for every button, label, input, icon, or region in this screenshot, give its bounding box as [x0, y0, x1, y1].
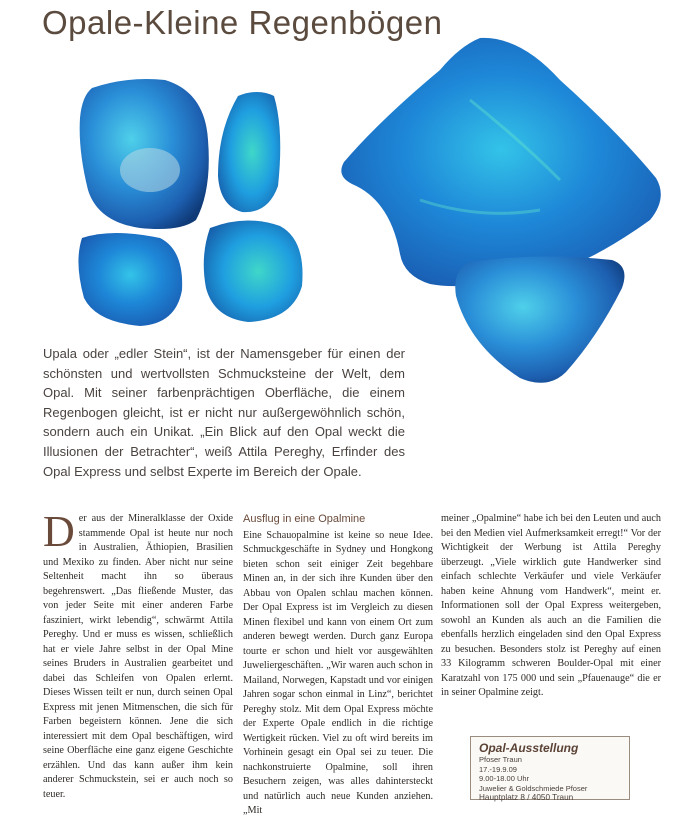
exhibition-location: Pfoser Traun — [479, 755, 522, 764]
opal-stone — [204, 220, 303, 322]
column-1-text: er aus der Mineralklasse der Oxide stammende Opal ist heute nur noch in Australien, Äthiopien, Brasilien und Mexiko zu finden. Aber nicht nur seine Seltenheit macht ihn so überaus begehrenswert. „Das fließende Muster, das von jeder Seite mit einer anderen Farbe fasziniert, wirkt lebendig“, schwärmt Attila Pereghy. Und er muss es wissen, schließlich hat er viele Jahre selbst in der Opal Mine seines Bruders in Australien gearbeitet und dabei das Schleifen von Opalen erlernt. Dieses Wissen teilt er nun, durch seinen Opal Express mit jenen Mitmenschen, die sich für Farben begeistern können. Jene die sich interessiert mit dem Opal beschäftigen, wird seine Oberfläche eine ganz eigene Geschichte erzählen. Und das kann außer ihm kein anderer Schmuckstein, sei er auch noch so teuer. — [43, 513, 233, 800]
article-column-2 — [243, 512, 433, 819]
exhibition-address: Hauptplatz 8 / 4050 Traun — [479, 793, 574, 803]
section-heading: Ausflug in eine Opalmine — [243, 513, 366, 525]
opal-stone — [78, 233, 182, 326]
exhibition-dates: 17.-19.9.09 — [479, 764, 517, 774]
opal-stone — [341, 38, 660, 286]
drop-cap: D — [43, 507, 75, 556]
intro-paragraph: Upala oder „edler Stein“, ist der Namensgeber für einen der schönsten und wertvollsten Schmucksteine der Welt, dem Opal. Mit seiner farbenprächtigen Oberfläche, die einem Regenbogen gleicht, ist er nicht nur außergewöhnlich schön, sondern auch ein Unikat. „Ein Blick auf den Opal weckt die Illusionen der Betrachter“, weiß Attila Pereghy, Erfinder des Opal Express und selbst Experte im Bereich der Opale. — [43, 346, 405, 479]
opal-stone — [218, 92, 280, 212]
exhibition-info-box — [470, 736, 630, 803]
opal-stone — [455, 256, 624, 382]
article-column-1 — [43, 507, 233, 802]
page-title: Opale-Kleine Regenbögen — [42, 4, 443, 41]
exhibition-hours: 9.00-18.00 Uhr — [479, 774, 530, 784]
exhibition-venue: Juwelier & Goldschmiede Pfoser — [479, 783, 588, 793]
column-3-text: meiner „Opalmine“ habe ich bei den Leuten und auch bei den Medien viel Aufmerksamkeit erregt!“ Vor der Wichtigkeit der Werbung ist Attila Pereghy überzeugt. „Viele wirklich gute Handwerker sind einfach schlechte Verkäufer und viele Verkäufer haben keine Ahnung vom Handwerk“, meint er. Informationen soll der Opal Express weitergeben, sowohl an Kunden als auch an die Familien die ebenfalls herzlich eingeladen sind den Opal Express zu besuchen. Besonders stolz ist Pereghy auf einen 33 Kilogramm schweren Boulder-Opal mit einer Karatzahl von 175 000 und sein „Pfauenauge“ die er in seiner Opalmine zeigt. — [441, 513, 661, 698]
column-2-text: Eine Schauopalmine ist keine so neue Idee. Schmuckgeschäfte in Sydney und Hongkong bieten schon seit einiger Zeit begehbare Minen an, in der sich ihre Kunden über den Abbau von Opalen schlau machen können. Der Opal Express ist im Vergleich zu diesen Minen flexibel und kann von einem Ort zum anderen bewegt werden. Durch ganz Europa tourte er schon und hielt vor ausgewählten Juweliergeschäften. „Wir waren auch schon in Mailand, Norwegen, Kapstadt und vor einigen Jahren sogar schon einmal in Linz“, berichtet Pereghy stolz. Mit dem Opal Express möchte der Experte Opale endlich in die richtige Wertigkeit rücken. Viel zu oft wird bereits im Vorhinein gesagt ein Opal sei zu teuer. Die nachkonstruierte Opalmine, soll ihren Besuchern zeigen, was alles dahintersteckt und natürlich auch neue Kunden anziehen. „Mit — [243, 529, 433, 816]
exhibition-title: Opal-Ausstellung — [479, 741, 579, 755]
article-column-3 — [441, 512, 661, 701]
intro-text — [43, 344, 405, 481]
opal-images — [0, 0, 700, 400]
